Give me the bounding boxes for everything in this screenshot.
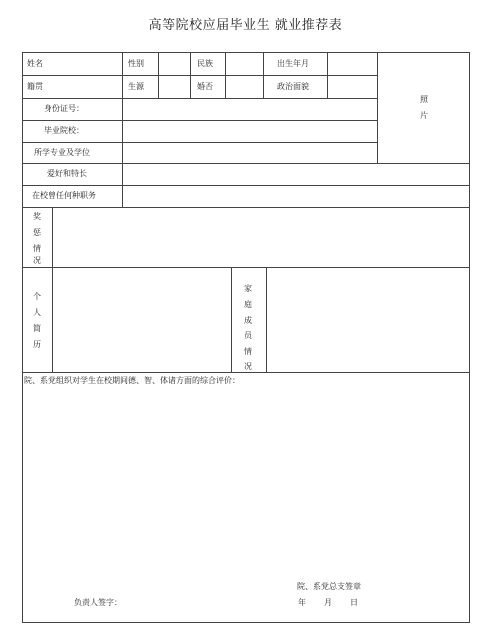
row-line <box>22 267 470 268</box>
date-day: 日 <box>350 598 358 607</box>
resume-label-4: 历 <box>33 340 41 349</box>
date-year: 年 <box>298 598 306 607</box>
birth-label: 出生年月 <box>277 59 309 68</box>
awards-label-3: 情 <box>33 244 41 253</box>
resume-label-2: 人 <box>33 308 41 317</box>
family-label-6: 况 <box>244 362 252 371</box>
table-border-top <box>22 52 470 53</box>
form-title: 高等院校应届毕业生 就业推荐表 <box>148 18 343 33</box>
school-label: 毕业院校： <box>44 126 84 135</box>
ethnicity-label: 民族 <box>197 59 213 68</box>
awards-label-1: 奖 <box>33 212 41 221</box>
col-line <box>263 52 264 99</box>
hobbies-label: 爱好和特长 <box>47 169 87 178</box>
family-label-4: 员 <box>244 331 252 340</box>
family-label-3: 成 <box>244 316 252 325</box>
marital-status-label: 婚否 <box>197 82 213 91</box>
positions-label: 在校曾任何种职务 <box>32 191 96 200</box>
col-line <box>52 207 53 373</box>
col-line <box>231 267 232 373</box>
family-label-2: 庭 <box>244 300 252 309</box>
resume-label-3: 简 <box>33 324 41 333</box>
row-line <box>22 163 470 164</box>
table-border-left <box>22 52 23 623</box>
native-place-label: 籍贯 <box>27 82 43 91</box>
seal-label: 院、系党总支签章 <box>297 582 361 591</box>
row-line <box>22 185 470 186</box>
awards-label-4: 况 <box>33 256 41 265</box>
id-number-label: 身份证号： <box>44 104 84 113</box>
col-line <box>122 52 123 208</box>
col-line <box>158 52 159 99</box>
signature-label: 负责人签字： <box>74 598 122 607</box>
family-label-1: 家 <box>244 284 252 293</box>
family-label-5: 情 <box>244 347 252 356</box>
student-source-label: 生源 <box>128 82 144 91</box>
evaluation-label: 院、系党组织对学生在校期间德、智、体诸方面的综合评价： <box>24 376 240 385</box>
political-status-label: 政治面貌 <box>277 82 309 91</box>
resume-label-1: 个 <box>33 292 41 301</box>
col-line <box>327 52 328 99</box>
date-month: 月 <box>324 598 332 607</box>
row-line <box>22 142 378 143</box>
gender-label: 性别 <box>128 59 144 68</box>
major-degree-label: 所学专业及学位 <box>34 148 90 157</box>
name-label: 姓名 <box>27 59 43 68</box>
row-line <box>22 75 378 76</box>
col-line <box>266 267 267 373</box>
row-line <box>22 120 378 121</box>
col-line <box>377 52 378 164</box>
row-line <box>22 207 470 208</box>
table-border-right <box>469 52 470 623</box>
row-line <box>22 98 378 99</box>
col-line <box>190 52 191 99</box>
awards-label-2: 惩 <box>33 228 41 237</box>
col-line <box>225 52 226 99</box>
table-border-bottom <box>22 622 470 623</box>
photo-label-1: 照 <box>420 95 428 104</box>
photo-label-2: 片 <box>420 111 428 120</box>
